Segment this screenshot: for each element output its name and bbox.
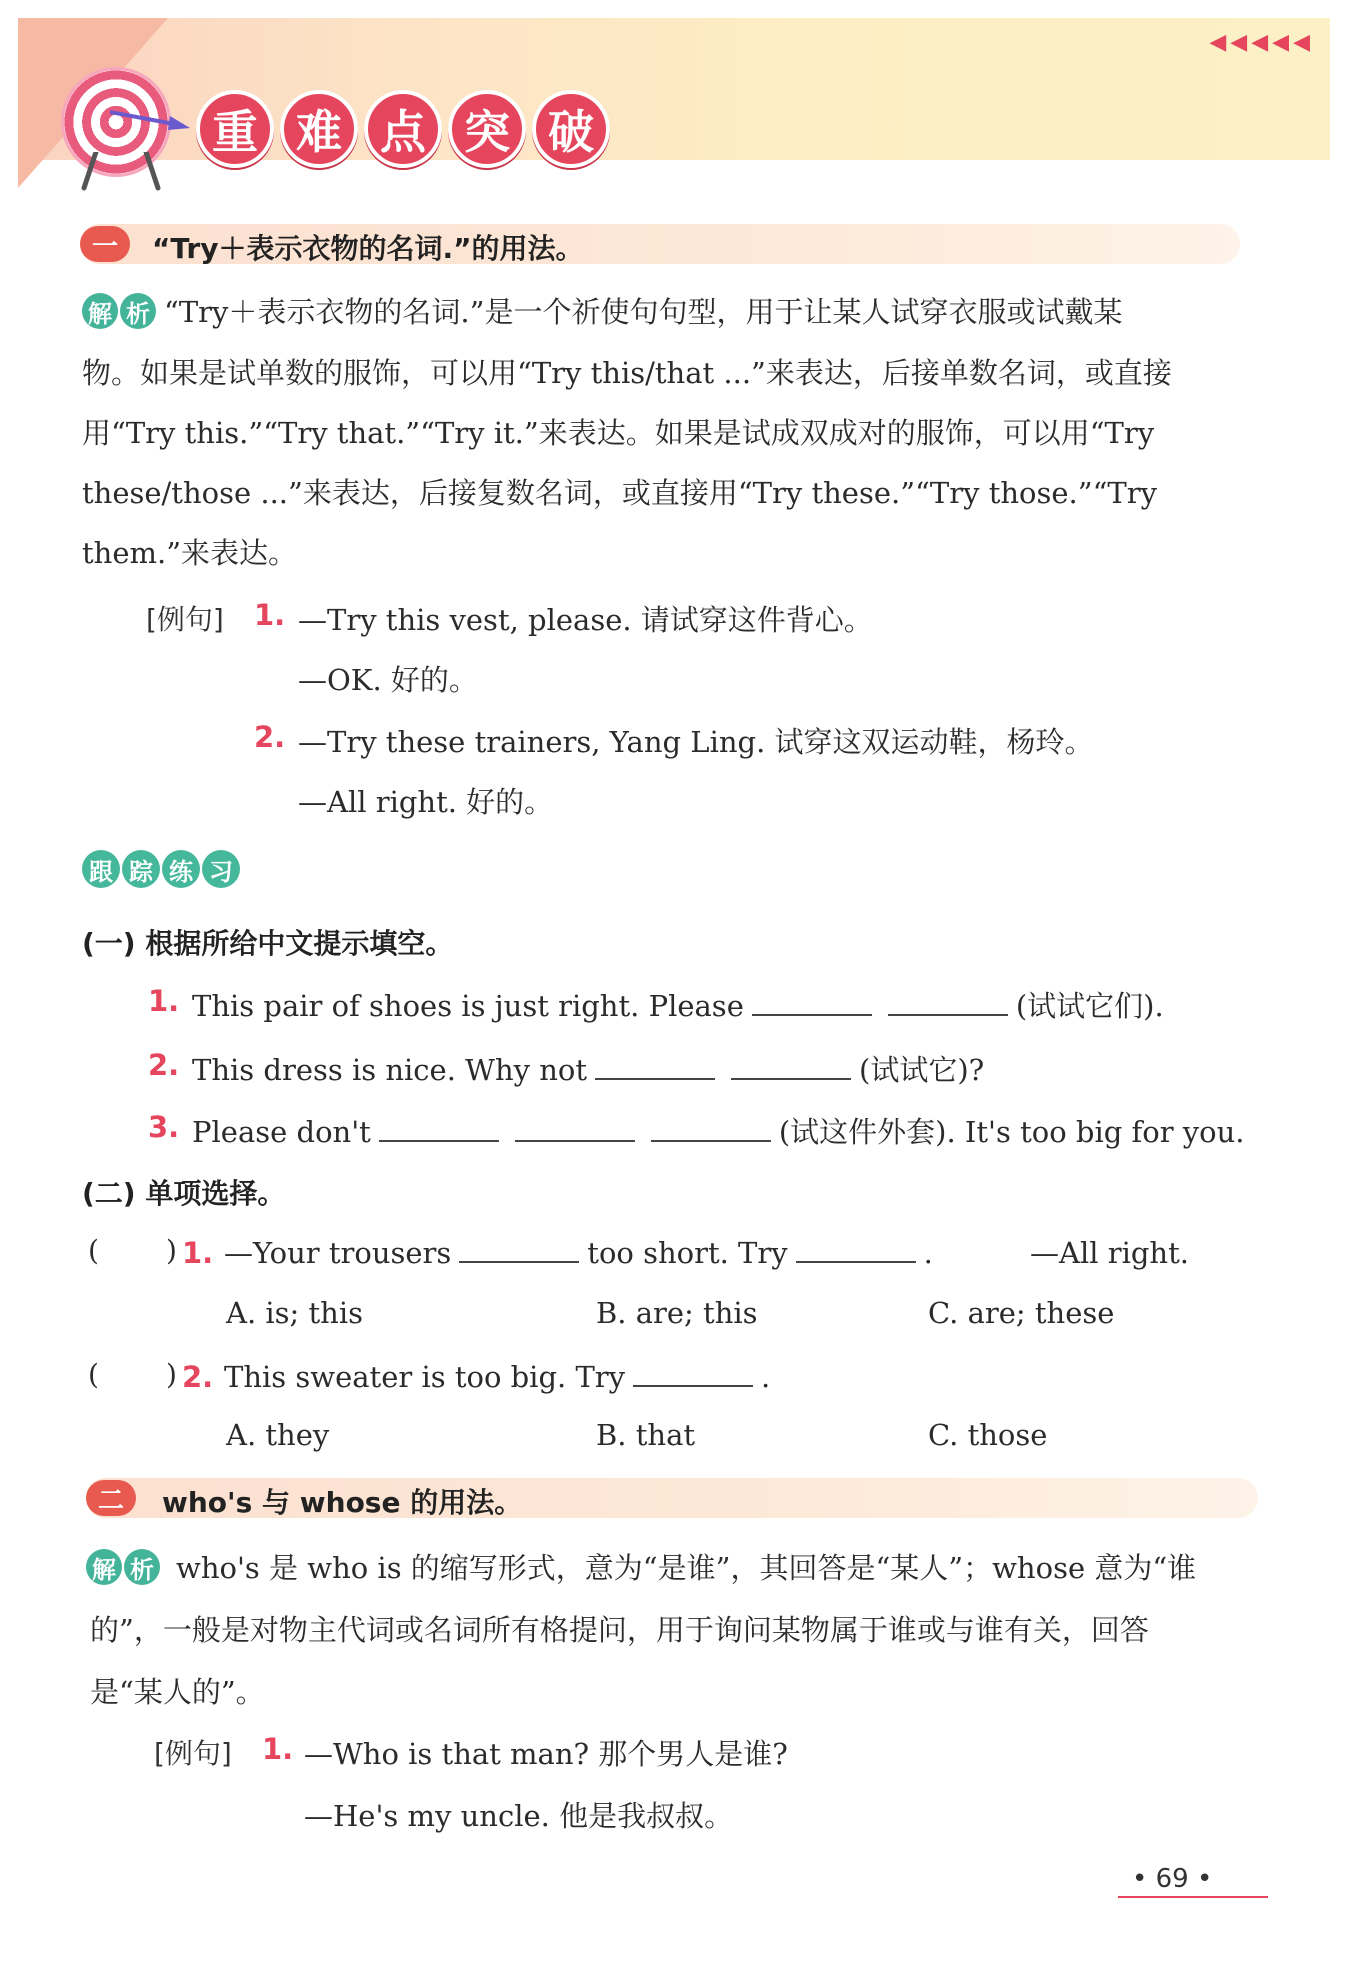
example-number: 1. [262,1732,294,1766]
practice-part-1-title: (一) 根据所给中文提示填空。 [82,927,454,960]
question-reply: —All right. [1030,1236,1189,1270]
answer-blank[interactable] [752,992,872,1016]
section-2-number: 二 [86,1480,136,1516]
section-1-number: 一 [80,226,130,262]
badge-char: 踪 [122,850,160,888]
title-char: 突 [448,90,526,168]
arrow-decoration-icon: ◀◀◀◀◀ [1209,30,1314,55]
question-text: —Your trousers [224,1236,452,1270]
badge-char: 解 [82,293,118,329]
example-number: 1. [254,598,286,632]
badge-char: 跟 [82,850,120,888]
question-text: too short. Try [587,1236,788,1270]
option-c[interactable]: C. those [928,1418,1048,1452]
fill-question [192,1048,984,1089]
answer-blank[interactable] [731,1056,851,1080]
title-char: 破 [532,90,610,168]
fill-question [192,1110,1245,1151]
option-a[interactable]: A. is; this [226,1296,364,1330]
answer-paren-close[interactable]: ) [166,1234,177,1267]
question-number: 1. [148,984,180,1018]
analysis-line: 用“Try this.”“Try that.”“Try it.”来表达。如果是试成双成对的服饰，可以用“Try [82,416,1155,450]
answer-paren-close[interactable]: ) [166,1358,177,1391]
question-number: 2. [148,1048,180,1082]
analysis-line: who's 是 who is 的缩写形式，意为“是谁”，其回答是“某人”；whose 意为“谁 [176,1551,1197,1585]
answer-blank[interactable] [595,1056,715,1080]
analysis-badge [82,292,164,329]
practice-badge [82,850,248,888]
page-title [196,90,610,168]
question-number: 3. [148,1110,180,1144]
answer-blank[interactable] [633,1363,753,1387]
badge-char: 解 [86,1549,122,1585]
target-stand-icon [76,152,166,192]
option-c[interactable]: C. are; these [928,1296,1115,1330]
practice-part-2-title: (二) 单项选择。 [82,1177,286,1210]
example-label: [例句] [154,1737,232,1770]
analysis-line: “Try＋表示衣物的名词.”是一个祈使句句型，用于让某人试穿衣服或试戴某 [164,295,1123,329]
question-text: This dress is nice. Why not [192,1053,588,1087]
analysis-line: these/those ...”来表达，后接复数名词，或直接用“Try these.”“Try those.”“Try [82,476,1157,510]
question-hint: (试试它们). [1015,989,1164,1023]
title-char: 重 [196,90,274,168]
example-question: —Try these trainers, Yang Ling. 试穿这双运动鞋，杨玲。 [298,725,1094,759]
badge-char: 练 [162,850,200,888]
answer-paren-open[interactable]: ( [88,1234,99,1267]
example-label: [例句] [146,603,224,636]
answer-blank[interactable] [515,1118,635,1142]
example-question: —Try this vest, please. 请试穿这件背心。 [298,603,873,637]
title-char: 点 [364,90,442,168]
dart-arrow-icon [110,108,190,132]
footer-underline [1118,1896,1268,1898]
question-text: Please don't [192,1115,371,1149]
choice-question [224,1236,933,1270]
section-1-title: “Try＋表示衣物的名词.”的用法。 [152,232,584,265]
analysis-line: 物。如果是试单数的服饰，可以用“Try this/that ...”来表达，后接单数名词，或直接 [82,356,1172,390]
option-b[interactable]: B. are; this [596,1296,758,1330]
question-hint: (试这件外套). It's too big for you. [778,1115,1245,1149]
question-text: This pair of shoes is just right. Please [192,989,744,1023]
question-text: This sweater is too big. Try [224,1360,626,1394]
analysis-line: 的”，一般是对物主代词或名词所有格提问，用于询问某物属于谁或与谁有关，回答 [90,1613,1149,1647]
title-char: 难 [280,90,358,168]
question-number: 2. [182,1360,214,1394]
choice-question [224,1360,770,1394]
option-a[interactable]: A. they [226,1418,330,1452]
example-answer: —All right. 好的。 [298,785,554,819]
example-number: 2. [254,720,286,754]
answer-blank[interactable] [651,1118,771,1142]
question-hint: (试试它)? [859,1053,985,1087]
answer-blank[interactable] [379,1118,499,1142]
analysis-line: them.”来表达。 [82,536,298,570]
example-answer: —OK. 好的。 [298,663,478,697]
analysis-badge [86,1548,168,1585]
answer-blank[interactable] [888,992,1008,1016]
question-number: 1. [182,1236,214,1270]
page-number: • 69 • [1132,1864,1213,1894]
question-text: . [761,1360,771,1394]
example-question: —Who is that man? 那个男人是谁? [304,1737,788,1771]
option-b[interactable]: B. that [596,1418,696,1452]
analysis-line: 是“某人的”。 [90,1675,265,1709]
answer-blank[interactable] [796,1239,916,1263]
fill-question [192,984,1164,1025]
answer-paren-open[interactable]: ( [88,1358,99,1391]
badge-char: 析 [124,1549,160,1585]
example-answer: —He's my uncle. 他是我叔叔。 [304,1799,734,1833]
section-2-title: who's 与 whose 的用法。 [162,1486,523,1519]
answer-blank[interactable] [459,1239,579,1263]
badge-char: 习 [202,850,240,888]
badge-char: 析 [120,293,156,329]
question-text: . [923,1236,933,1270]
